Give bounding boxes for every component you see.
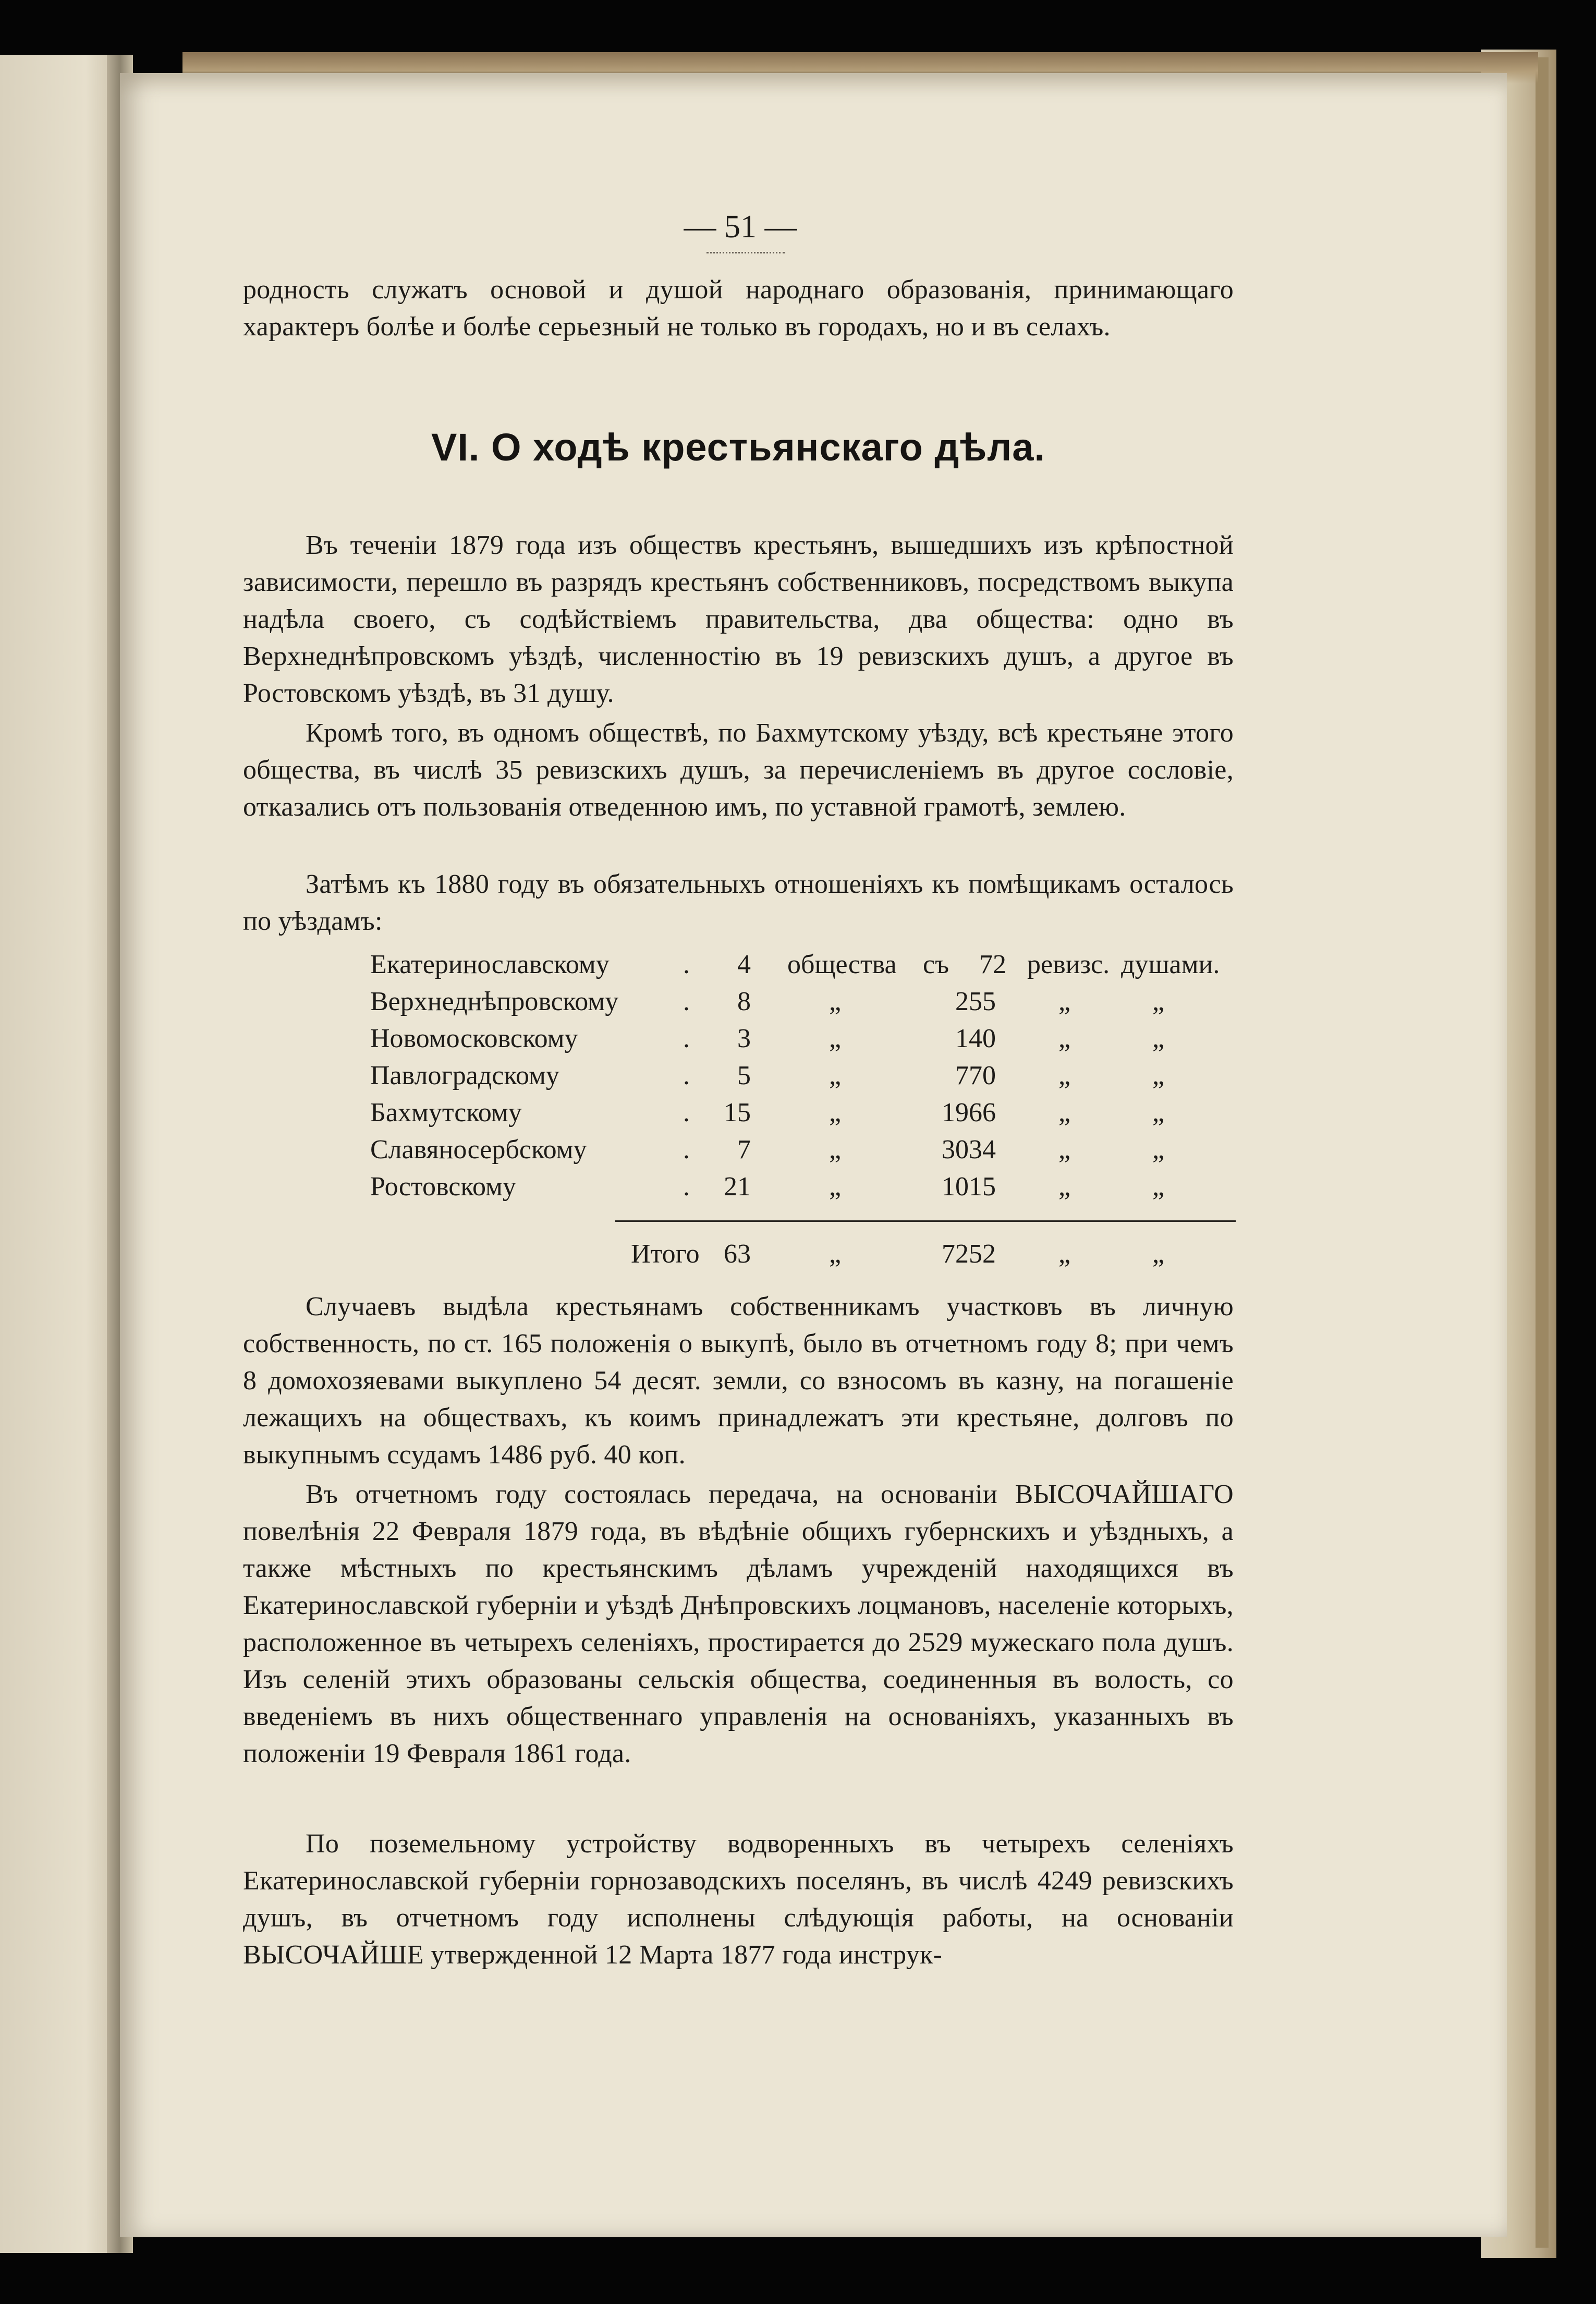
ditto-mark: „ [1058, 1098, 1071, 1127]
ditto-mark: „ [829, 1239, 842, 1269]
table-row [370, 1097, 1236, 1134]
souls-count: 140 [955, 1024, 996, 1053]
paragraph-6: По поземельному устройству водворенныхъ въ четырехъ селеніяхъ Екатеринославской губерніи горнозаводскихъ поселянъ, въ числѣ 4249 ревизскихъ душъ, въ отчетномъ году исполнены слѣдующія работы, на основаніи ВЫСОЧАЙШЕ утвержденной 12 Марта 1877 года инструк- [243, 1829, 1234, 1970]
ditto-mark: „ [829, 1061, 842, 1090]
total-rule [615, 1220, 1236, 1222]
leader-dot: . [683, 1098, 690, 1127]
societies-count: 15 [724, 1098, 751, 1127]
ditto-mark: „ [829, 1098, 842, 1127]
table-total-row [370, 1239, 1236, 1276]
ditto-mark: „ [1152, 1098, 1165, 1127]
total-societies: 63 [724, 1239, 751, 1269]
societies-count: 5 [737, 1061, 751, 1090]
table-row [370, 1171, 1236, 1208]
district-name: Бахмутскому [370, 1098, 522, 1127]
paragraph-1: Въ теченіи 1879 года изъ обществъ крестьянъ, вышедшихъ изъ крѣпостной зависимости, перешло въ разрядъ крестьянъ собственниковъ, посредствомъ выкупа надѣла своего, съ содѣйствіемъ правительства, два общества: одно въ Верхнеднѣпровскомъ уѣздѣ, численностію въ 19 ревизскихъ душъ, а другое въ Ростовскомъ уѣздѣ, въ 31 душу. [243, 530, 1234, 708]
district-name: Екатеринославскому [370, 950, 610, 979]
souls-count: 72 [979, 950, 1006, 979]
paragraph-2: Кромѣ того, въ одномъ обществѣ, по Бахмутскому уѣзду, всѣ крестьяне этого общества, въ числѣ 35 ревизскихъ душъ, за перечисленіемъ въ другое сословіе, отказались отъ пользованія отведенною имъ, по уставной грамотѣ, землею. [243, 718, 1234, 822]
page-number: — 51 — [684, 209, 797, 245]
ditto-mark: „ [1058, 1239, 1071, 1269]
ditto-mark: „ [829, 1172, 842, 1202]
societies-count: 21 [724, 1172, 751, 1202]
leader-dot: . [683, 1024, 690, 1053]
ditto-mark: „ [1152, 1061, 1165, 1090]
district-name: Славяносербскому [370, 1135, 587, 1165]
souls-count: 3034 [942, 1135, 996, 1165]
total-label: Итого [631, 1239, 700, 1269]
ditto-mark: „ [1058, 987, 1071, 1016]
table-row [370, 986, 1236, 1023]
total-souls: 7252 [942, 1239, 996, 1269]
souls-label: душами. [1121, 950, 1220, 979]
district-name: Ростовскому [370, 1172, 516, 1202]
souls-count: 1015 [942, 1172, 996, 1202]
ditto-mark: „ [1058, 1061, 1071, 1090]
societies-count: 4 [737, 950, 751, 979]
leader-dot: . [683, 987, 690, 1016]
district-name: Новомосковскому [370, 1024, 578, 1053]
previous-page-edge [0, 55, 123, 2253]
ditto-mark: „ [1152, 1024, 1165, 1053]
revision-label: ревизс. [1027, 950, 1110, 979]
ditto-mark: „ [1152, 1135, 1165, 1165]
leader-dot: . [683, 950, 690, 979]
societies-count: 3 [737, 1024, 751, 1053]
ditto-mark: „ [1152, 1172, 1165, 1202]
intro-paragraph: родность служатъ основой и душой народнаго образованія, принимающаго характеръ болѣе и болѣе серьезный не только въ городахъ, но и въ селахъ. [243, 275, 1234, 342]
district-name: Павлоградскому [370, 1061, 559, 1090]
ditto-mark: „ [829, 1024, 842, 1053]
paragraph-3: Затѣмъ къ 1880 году въ обязательныхъ отношеніяхъ къ помѣщикамъ осталось по уѣздамъ: [243, 869, 1234, 936]
section-heading: VI. О ходѣ крестьянскаго дѣла. [431, 426, 1046, 469]
district-name: Верхнеднѣпровскому [370, 987, 619, 1016]
table-row [370, 1134, 1236, 1171]
page-edges-dark [1536, 57, 1549, 2248]
souls-count: 255 [955, 987, 996, 1016]
ditto-mark: „ [1152, 987, 1165, 1016]
souls-count: 770 [955, 1061, 996, 1090]
ditto-mark: „ [829, 1135, 842, 1165]
preposition: съ [923, 950, 949, 979]
paragraph-5: Въ отчетномъ году состоялась передача, на основаніи ВЫСОЧАЙШАГО повелѣнія 22 Февраля 1879 года, въ вѣдѣніе общихъ губернскихъ и уѣздныхъ, а также мѣстныхъ по крестьянскимъ дѣламъ учрежденій находящихся въ Екатеринославской губерніи и уѣздѣ Днѣпровскихъ лоцмановъ, населеніе которыхъ, расположенное въ четырехъ селеніяхъ, простирается до 2529 мужескаго пола душъ. Изъ селеній этихъ образованы сельскія общества, соединенныя въ волость, со введеніемъ въ нихъ общественнаго управленія на основаніяхъ, указанныхъ въ положеніи 19 Февраля 1861 года. [243, 1480, 1234, 1768]
ditto-mark: „ [1058, 1024, 1071, 1053]
souls-count: 1966 [942, 1098, 996, 1127]
ditto-mark: „ [1152, 1239, 1165, 1269]
table-row [370, 1060, 1236, 1097]
table-row [370, 949, 1236, 986]
paragraph-4: Случаевъ выдѣла крестьянамъ собственникамъ участковъ въ личную собственность, по ст. 165 положенія о выкупѣ, было въ отчетномъ году 8; при чемъ 8 домохозяевами выкуплено 54 десят. земли, со взносомъ въ казну, на погашеніе лежащихъ на обществахъ, къ коимъ принадлежатъ эти крестьяне, долговъ по выкупнымъ ссудамъ 1486 руб. 40 коп. [243, 1292, 1234, 1470]
ditto-mark: „ [829, 987, 842, 1016]
ditto-mark: „ [1058, 1172, 1071, 1202]
leader-dot: . [683, 1172, 690, 1202]
societies-count: 8 [737, 987, 751, 1016]
leader-dot: . [683, 1061, 690, 1090]
ditto-mark: „ [1058, 1135, 1071, 1165]
page-number-rule [706, 252, 785, 253]
table-row [370, 1023, 1236, 1060]
unit-label: общества [787, 950, 897, 979]
leader-dot: . [683, 1135, 690, 1165]
societies-count: 7 [737, 1135, 751, 1165]
